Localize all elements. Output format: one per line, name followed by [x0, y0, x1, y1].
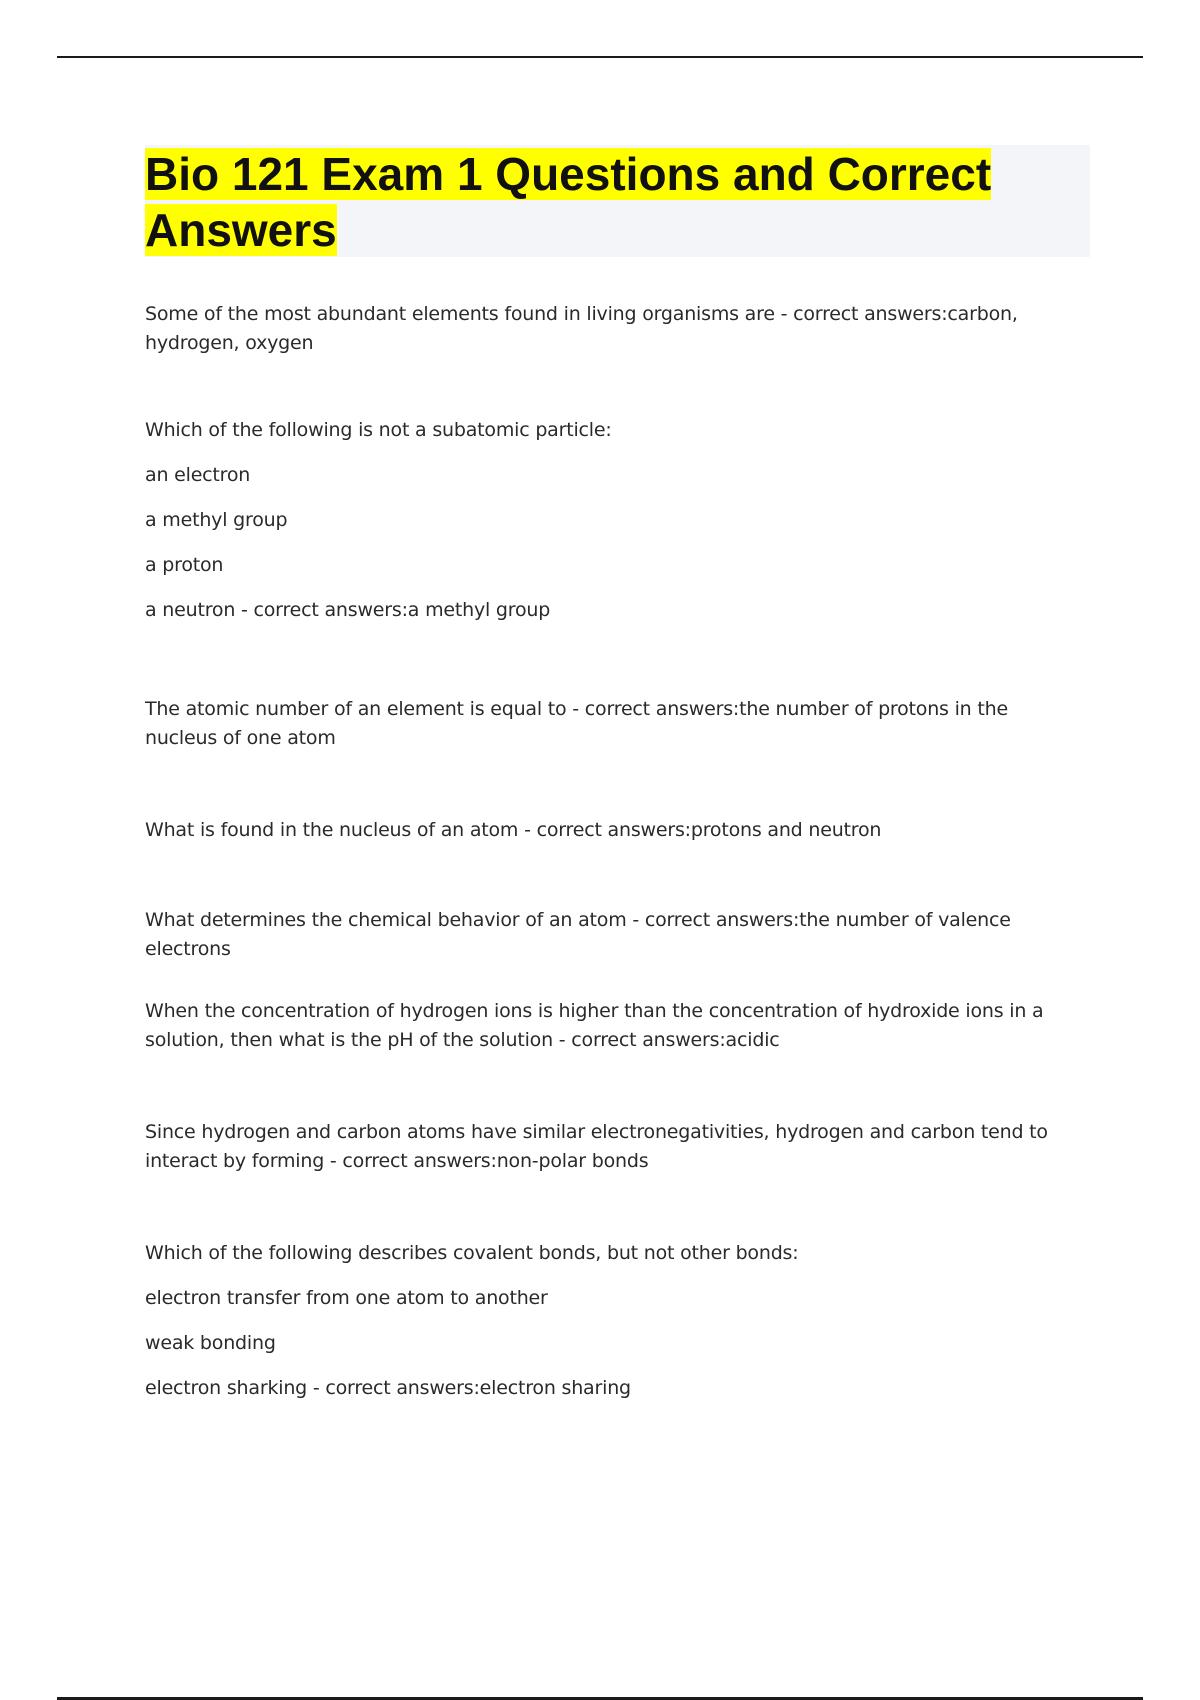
- qa-item-3: [145, 695, 1085, 753]
- title-line-1: Bio 121 Exam 1 Questions and Correct: [145, 148, 992, 200]
- option-text: a proton: [145, 554, 224, 576]
- page-title: [145, 146, 1075, 258]
- option-text: electron transfer from one atom to another: [145, 1287, 548, 1309]
- qa-item-4: [145, 816, 1085, 845]
- qa-item-1: [145, 300, 1085, 358]
- option-answer-text: a neutron - correct answers:a methyl group: [145, 599, 551, 621]
- option-text: an electron: [145, 464, 251, 486]
- qa-item-5: [145, 906, 1085, 964]
- option-text: weak bonding: [145, 1332, 276, 1354]
- qa-text: The atomic number of an element is equal to - correct answers:the number of protons in the nucleus of one atom: [145, 698, 1008, 749]
- title-line-2: Answers: [145, 204, 337, 256]
- qa-item-2: [145, 416, 1085, 625]
- qa-text: What is found in the nucleus of an atom - correct answers:protons and neutron: [145, 819, 882, 841]
- qa-text: Since hydrogen and carbon atoms have similar electronegativities, hydrogen and carbon tend to interact by forming - correct answers:non-polar bonds: [145, 1121, 1048, 1172]
- qa-item-8: [145, 1239, 1085, 1403]
- option-text: a methyl group: [145, 509, 288, 531]
- qa-text: Some of the most abundant elements found in living organisms are - correct answers:carbon, hydrogen, oxygen: [145, 303, 1018, 354]
- qa-text: What determines the chemical behavior of an atom - correct answers:the number of valence electrons: [145, 909, 1011, 960]
- qa-text: When the concentration of hydrogen ions is higher than the concentration of hydroxide ions in a solution, then what is the pH of the solution - correct answers:acidic: [145, 1000, 1044, 1051]
- qa-item-6: [145, 997, 1085, 1055]
- option-answer-text: electron sharking - correct answers:electron sharing: [145, 1377, 631, 1399]
- top-rule: [57, 56, 1143, 58]
- qa-item-7: [145, 1118, 1085, 1176]
- question-text: Which of the following is not a subatomic particle:: [145, 419, 612, 441]
- question-text: Which of the following describes covalent bonds, but not other bonds:: [145, 1242, 799, 1264]
